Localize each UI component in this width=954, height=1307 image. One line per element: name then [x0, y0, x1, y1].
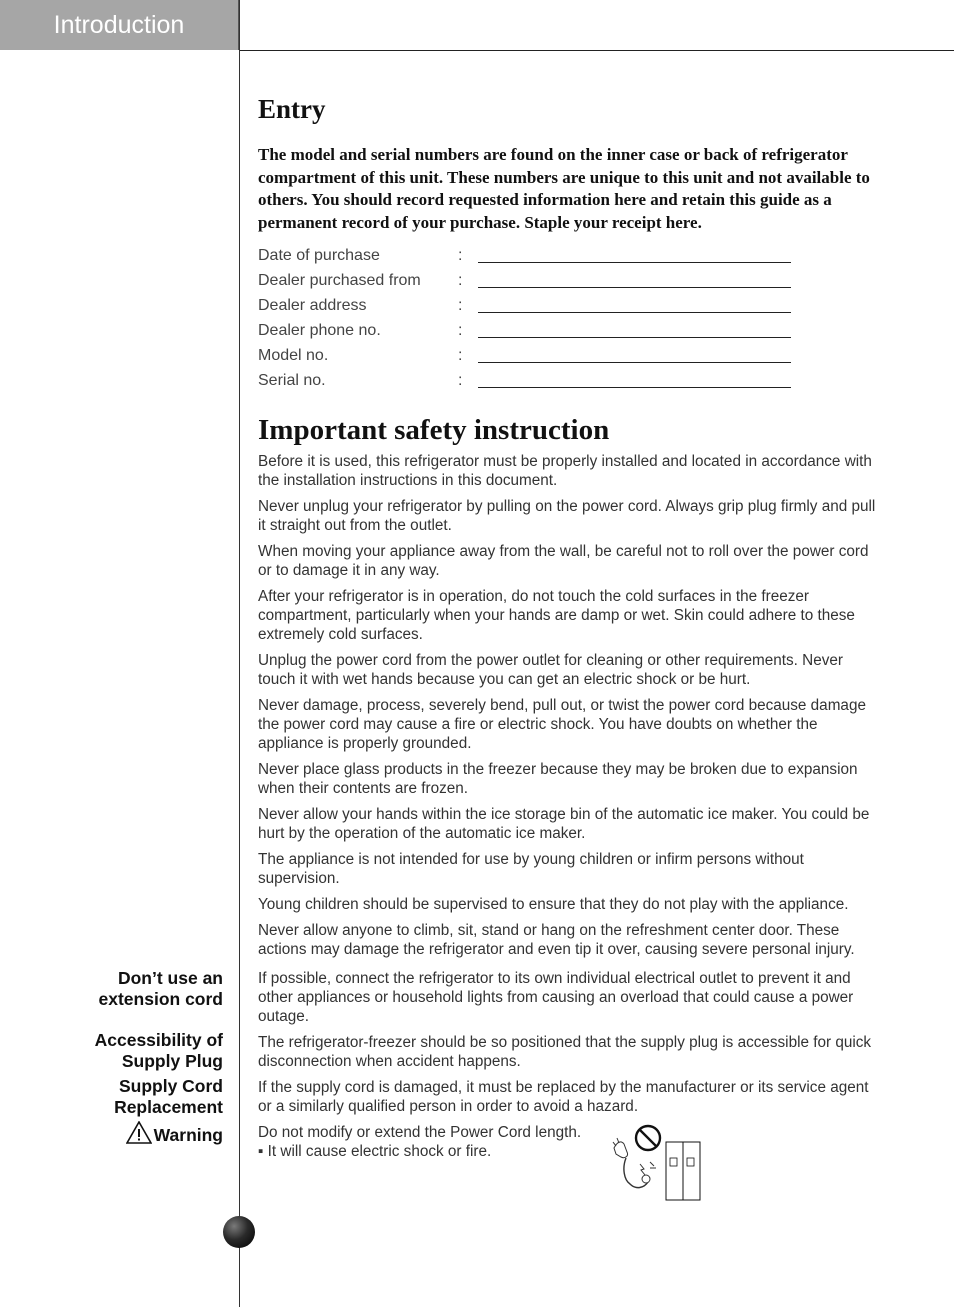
form-colon: : — [458, 372, 463, 389]
side-label-replacement — [114, 1076, 223, 1118]
safety-paragraph: Never damage, process, severely bend, pull out, or twist the power cord because damage the power cord may cause a fire or electric shock. You have doubts on whether the appliance is properly grounded. — [258, 697, 866, 752]
warning-line: Do not modify or extend the Power Cord length. — [258, 1124, 582, 1141]
side-label-line: Supply Plug — [121, 1051, 223, 1071]
form-blank-line — [478, 374, 791, 388]
section-tab — [0, 0, 239, 50]
margin-rule — [239, 0, 240, 1307]
warning-triangle-icon — [126, 1121, 152, 1144]
safety-paragraph: Never allow your hands within the ice storage bin of the automatic ice maker. You could be hurt by the operation of the automatic ice maker. — [258, 806, 870, 842]
safety-paragraph: When moving your appliance away from the wall, be careful not to roll over the power cord or to damage it in any way. — [258, 543, 869, 579]
form-colon: : — [458, 272, 463, 289]
form-colon: : — [458, 247, 463, 264]
side-label-extension-cord — [99, 968, 223, 1010]
form-blank-line — [478, 249, 791, 263]
form-label: Model no. — [258, 347, 329, 364]
form-row-date — [258, 240, 883, 265]
side-label-warning — [126, 1121, 223, 1146]
replacement-paragraph: If the supply cord is damaged, it must be replaced by the manufacturer or its service agent or a similarly qualified person in order to avoid a hazard. — [258, 1079, 869, 1115]
safety-paragraph: Never unplug your refrigerator by pulling on the power cord. Always grip plug firmly and pull it straight out from the outlet. — [258, 498, 876, 534]
safety-paragraph: Young children should be supervised to ensure that they do not play with the appliance. — [258, 896, 849, 913]
form-row-dealer — [258, 265, 883, 290]
form-label: Serial no. — [258, 372, 326, 389]
side-label-line: Accessibility of — [94, 1030, 223, 1050]
header-rule — [239, 50, 954, 51]
purchase-record-form — [258, 240, 883, 390]
safety-title: Important safety instruction — [258, 414, 610, 446]
hand-icon — [613, 1138, 628, 1158]
form-blank-line — [478, 349, 791, 363]
form-label: Dealer phone no. — [258, 322, 381, 339]
warning-label: Warning — [153, 1125, 223, 1145]
form-blank-line — [478, 274, 791, 288]
form-row-serial — [258, 365, 883, 390]
page-marker-ball — [223, 1216, 255, 1248]
side-label-accessibility — [95, 1030, 223, 1072]
form-row-address — [258, 290, 883, 315]
section-tab-label: Introduction — [53, 10, 185, 39]
safety-paragraph: Before it is used, this refrigerator must be properly installed and located in accordance with the installation instructions in this document. — [258, 453, 872, 489]
form-label: Dealer purchased from — [258, 272, 421, 289]
entry-title: Entry — [258, 94, 326, 124]
side-label-line: Replacement — [114, 1097, 223, 1117]
form-label: Dealer address — [258, 297, 367, 314]
safety-paragraph: After your refrigerator is in operation, do not touch the cold surfaces in the freezer compartment, particularly when your hands are damp or wet. Skin could adhere to these extremely cold surfaces. — [258, 588, 855, 643]
safety-paragraph: Never place glass products in the freezer because they may be broken due to expansion when their contents are frozen. — [258, 761, 858, 797]
warning-bullet: ▪ It will cause electric shock or fire. — [258, 1143, 492, 1160]
power-plug-icon — [624, 1158, 656, 1188]
side-label-line: Supply Cord — [118, 1076, 223, 1096]
refrigerator-icon — [666, 1142, 700, 1200]
accessibility-paragraph: The refrigerator-freezer should be so positioned that the supply plug is accessible for quick disconnection when accident happens. — [258, 1034, 872, 1070]
form-label: Date of purchase — [258, 247, 380, 264]
safety-paragraph: Never allow anyone to climb, sit, stand or hang on the refreshment center door. These actions may damage the refrigerator and even tip it over, causing severe personal injury. — [258, 922, 855, 958]
form-colon: : — [458, 322, 463, 339]
form-colon: : — [458, 347, 463, 364]
form-colon: : — [458, 297, 463, 314]
form-row-phone — [258, 315, 883, 340]
no-symbol-icon — [636, 1126, 660, 1150]
main-content — [258, 92, 883, 1161]
entry-intro: The model and serial numbers are found on the inner case or back of refrigerator compartment of this unit. These numbers are unique to this unit and not available to others. You should record requested information here and retain this guide as a permanent record of your purchase. Staple your receipt here. — [258, 145, 870, 232]
extension-cord-paragraph: If possible, connect the refrigerator to its own individual electrical outlet to prevent it and other appliances or household lights from causing an overload that could cause a power outage. — [258, 970, 854, 1025]
safety-paragraph: The appliance is not intended for use by young children or infirm persons without supervision. — [258, 851, 804, 887]
side-label-line: Don’t use an — [117, 968, 223, 988]
form-blank-line — [478, 299, 791, 313]
form-row-model — [258, 340, 883, 365]
safety-paragraph: Unplug the power cord from the power outlet for cleaning or other requirements. Never touch it with wet hands because you can get an electric shock or be hurt. — [258, 652, 843, 688]
side-label-line: extension cord — [98, 989, 223, 1009]
form-blank-line — [478, 324, 791, 338]
power-cord-warning-illustration — [610, 1124, 704, 1204]
